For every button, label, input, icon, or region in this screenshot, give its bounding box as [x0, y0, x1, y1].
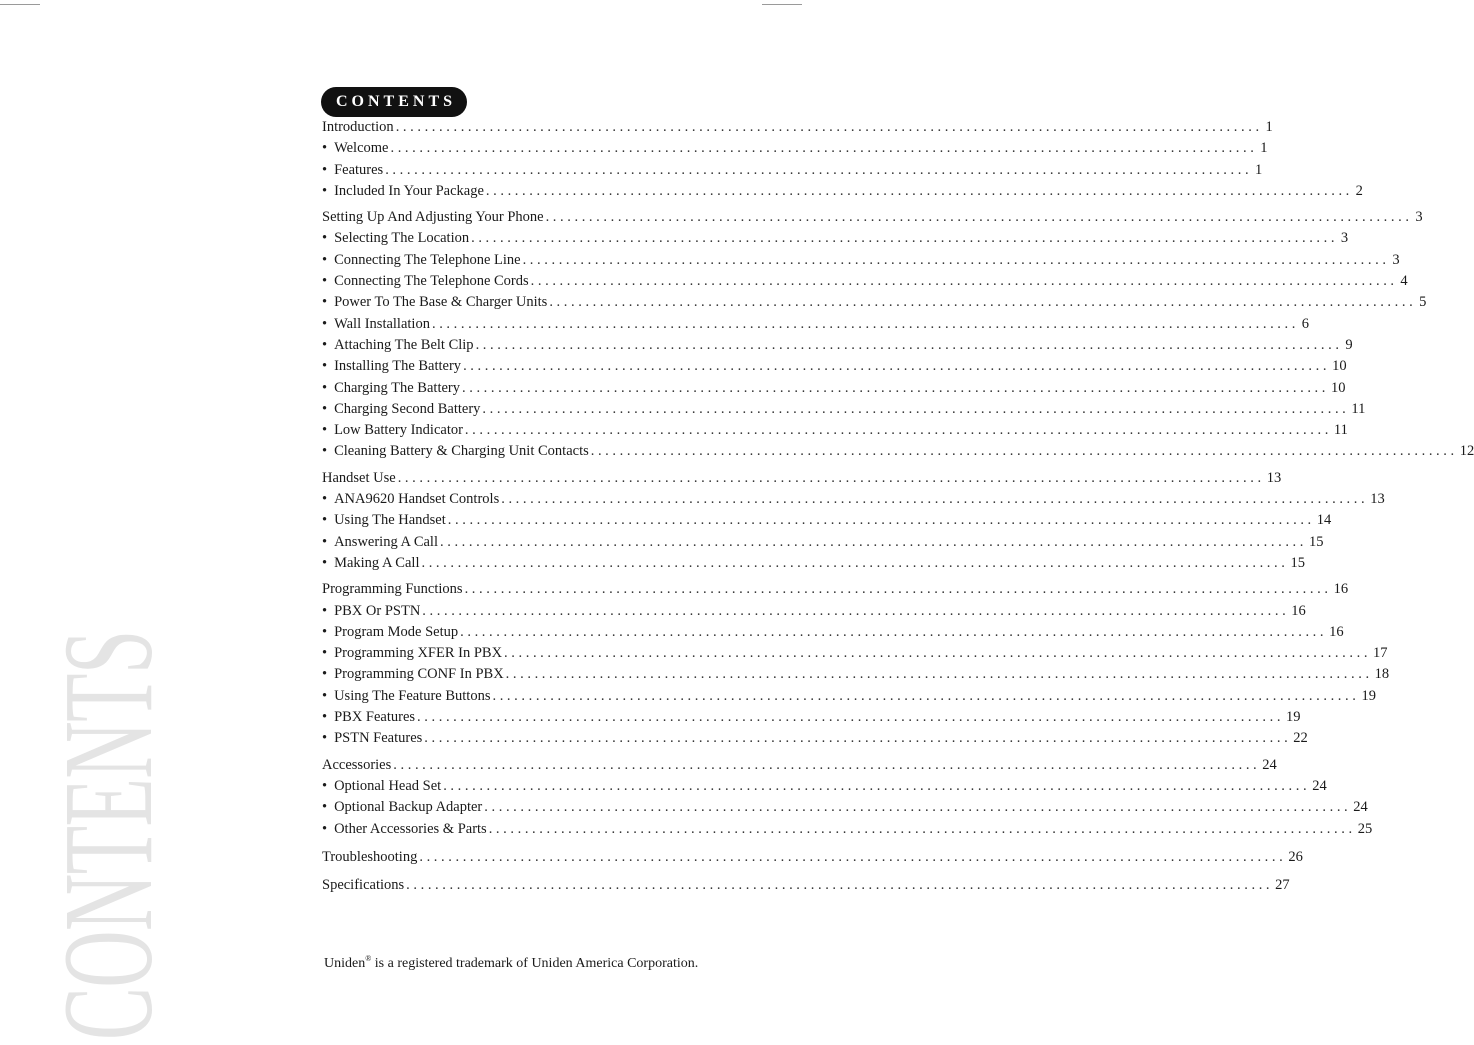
toc-entry-label: • Answering A Call — [322, 532, 438, 553]
toc-page-number: 3 — [1415, 209, 1423, 226]
dot-leader: ........................................................................................................................ — [549, 294, 1417, 311]
dot-leader: ........................................................................................................................ — [484, 799, 1352, 816]
toc-page-number: 11 — [1333, 422, 1348, 439]
toc-subentry[interactable] — [322, 819, 1373, 840]
toc-entry-label: • PBX Features — [322, 707, 415, 728]
toc-entry-label: • Other Accessories & Parts — [322, 819, 487, 840]
toc-section-title[interactable] — [322, 117, 1273, 138]
dot-leader: ........................................................................................................................ — [590, 443, 1458, 460]
toc-page-number: 24 — [1312, 777, 1327, 794]
toc-entry-label: • Using The Feature Buttons — [322, 686, 490, 707]
dot-leader: ........................................................................................................................ — [475, 336, 1343, 353]
toc-subentry[interactable] — [322, 553, 1305, 574]
toc-entry-label: Programming Functions — [322, 581, 463, 598]
toc-page-number: 1 — [1254, 161, 1263, 178]
trademark-footer — [324, 956, 704, 972]
toc-entry-label: • Attaching The Belt Clip — [322, 335, 474, 356]
toc-page-number: 14 — [1316, 512, 1332, 529]
dot-leader: ........................................................................................................................ — [440, 533, 1307, 550]
dot-leader: ........................................................................................................................ — [395, 119, 1263, 135]
toc-entry-label: • Using The Handset — [322, 510, 446, 531]
contents-header — [321, 87, 467, 117]
dot-leader: ........................................................................................................................ — [421, 554, 1289, 571]
toc-section-title[interactable] — [322, 875, 1290, 896]
toc-subentry[interactable] — [322, 160, 1263, 181]
dot-leader: ........................................................................................................................ — [504, 645, 1372, 662]
dot-leader: ........................................................................................................................ — [422, 602, 1290, 619]
toc-entry-label: Handset Use — [322, 469, 396, 486]
toc-subentry[interactable] — [322, 510, 1332, 531]
dot-leader: ........................................................................................................................ — [488, 820, 1356, 837]
dot-leader: ........................................................................................................................ — [505, 666, 1373, 683]
toc-entry-label: • PSTN Features — [322, 728, 422, 749]
dot-leader: ........................................................................................................................ — [482, 400, 1350, 417]
toc-entry-label: • Low Battery Indicator — [322, 420, 463, 441]
toc-subentry[interactable] — [322, 271, 1408, 292]
toc-subentry[interactable] — [322, 181, 1363, 202]
toc-page-number: 5 — [1419, 294, 1427, 311]
dot-leader: ........................................................................................................................ — [424, 730, 1292, 747]
registered-mark: ® — [365, 954, 372, 963]
toc-subentry[interactable] — [322, 622, 1344, 643]
toc-page-number: 13 — [1266, 469, 1282, 486]
toc-entry-label: • Cleaning Battery & Charging Unit Contacts — [322, 441, 589, 462]
toc-entry-label: • Selecting The Location — [322, 228, 469, 249]
toc-subentry[interactable] — [322, 489, 1385, 510]
toc-page-number: 1 — [1265, 119, 1273, 135]
toc-entry-label: Setting Up And Adjusting Your Phone — [322, 209, 544, 226]
dot-leader: ........................................................................................................................ — [460, 623, 1328, 640]
toc-page-number: 9 — [1345, 336, 1353, 353]
toc-page-number: 26 — [1288, 848, 1303, 865]
dot-leader: ........................................................................................................................ — [419, 848, 1287, 865]
toc-entry-label: • Wall Installation — [322, 314, 430, 335]
dot-leader: ........................................................................................................................ — [447, 512, 1315, 529]
toc-entry-label: • Program Mode Setup — [322, 622, 458, 643]
toc-entry-label: • Installing The Battery — [322, 356, 461, 377]
toc-page-number: 19 — [1361, 687, 1376, 704]
toc-subentry[interactable] — [322, 776, 1327, 797]
toc-section-title[interactable] — [322, 468, 1282, 489]
dot-leader: ........................................................................................................................ — [397, 469, 1265, 486]
toc-subentry[interactable] — [322, 420, 1348, 441]
footer-brand: Uniden — [324, 956, 366, 971]
toc-subentry[interactable] — [322, 378, 1346, 399]
toc-entry-label: • Programming CONF In PBX — [322, 664, 504, 685]
toc-section-title[interactable] — [322, 755, 1277, 776]
toc-entry-label: Troubleshooting — [322, 848, 418, 865]
toc-subentry[interactable] — [322, 138, 1268, 159]
toc-subentry[interactable] — [322, 356, 1347, 377]
dot-leader: ........................................................................................................................ — [522, 251, 1390, 268]
toc-page-number: 6 — [1301, 315, 1309, 332]
toc-entry-label: • Making A Call — [322, 553, 419, 574]
dot-leader: ........................................................................................................................ — [431, 315, 1299, 332]
toc-section — [322, 117, 1363, 202]
toc-page-number: 1 — [1260, 140, 1268, 157]
toc-page-number: 12 — [1459, 443, 1474, 460]
toc-section — [322, 579, 1390, 749]
toc-section — [322, 468, 1385, 574]
toc-page-number: 10 — [1332, 358, 1347, 375]
toc-section-title[interactable] — [322, 207, 1423, 228]
dot-leader: ........................................................................................................................ — [471, 230, 1339, 247]
dot-leader: ........................................................................................................................ — [530, 273, 1398, 290]
dot-leader: ........................................................................................................................ — [545, 209, 1413, 226]
dot-leader: ........................................................................................................................ — [443, 777, 1311, 794]
toc-page-number: 3 — [1392, 251, 1400, 268]
toc-page-number: 2 — [1355, 182, 1363, 199]
dot-leader: ........................................................................................................................ — [501, 491, 1369, 508]
toc-page-number: 13 — [1370, 491, 1385, 508]
toc-subentry[interactable] — [322, 250, 1400, 271]
toc-subentry[interactable] — [322, 441, 1474, 462]
contents-watermark: CONTENTS — [37, 630, 179, 1040]
toc-entry-label: • Included In Your Package — [322, 181, 484, 202]
toc-page-number: 16 — [1333, 581, 1349, 598]
toc-subentry[interactable] — [322, 532, 1324, 553]
toc-entry-label: • Connecting The Telephone Cords — [322, 271, 529, 292]
toc-page-number: 24 — [1353, 799, 1368, 816]
crop-mark-right — [762, 4, 802, 5]
toc-section-title[interactable] — [322, 847, 1303, 868]
contents-header-label: CONTENTS — [335, 93, 457, 110]
toc-entry-label: • ANA9620 Handset Controls — [322, 489, 499, 510]
toc-section — [322, 847, 1303, 868]
toc-subentry[interactable] — [322, 228, 1349, 249]
toc-page-number: 24 — [1262, 756, 1277, 773]
toc-section — [322, 755, 1373, 840]
toc-subentry[interactable] — [322, 601, 1306, 622]
toc-page-number: 10 — [1331, 379, 1346, 396]
toc-page-number: 16 — [1291, 602, 1306, 619]
toc-entry-label: • Charging The Battery — [322, 378, 460, 399]
toc-subentry[interactable] — [322, 707, 1301, 728]
dot-leader: ........................................................................................................................ — [390, 140, 1258, 157]
toc-section-title[interactable] — [322, 579, 1349, 600]
toc-subentry[interactable] — [322, 728, 1308, 749]
dot-leader: ........................................................................................................................ — [464, 581, 1332, 598]
toc-subentry[interactable] — [322, 335, 1353, 356]
toc-page-number: 11 — [1351, 400, 1366, 417]
table-of-contents — [322, 117, 1474, 896]
dot-leader: ........................................................................................................................ — [464, 422, 1332, 439]
toc-subentry[interactable] — [322, 314, 1309, 335]
toc-entry-label: • Optional Backup Adapter — [322, 797, 482, 818]
dot-leader: ........................................................................................................................ — [485, 182, 1353, 199]
toc-entry-label: • Connecting The Telephone Line — [322, 250, 521, 271]
toc-subentry[interactable] — [322, 399, 1366, 420]
toc-entry-label: Introduction — [322, 119, 394, 135]
toc-page-number: 19 — [1286, 709, 1301, 726]
toc-entry-label: • Welcome — [322, 138, 388, 159]
footer-text: is a registered trademark of Uniden America Corporation. — [371, 956, 699, 971]
toc-entry-label: • Power To The Base & Charger Units — [322, 292, 547, 313]
toc-page-number: 4 — [1400, 273, 1408, 290]
toc-section — [322, 875, 1290, 896]
toc-subentry[interactable] — [322, 797, 1368, 818]
toc-page-number: 25 — [1357, 820, 1373, 837]
toc-entry-label: • Programming XFER In PBX — [322, 643, 502, 664]
dot-leader: ........................................................................................................................ — [417, 709, 1285, 726]
toc-page-number: 15 — [1290, 554, 1305, 571]
dot-leader: ........................................................................................................................ — [385, 161, 1253, 178]
toc-entry-label: • Charging Second Battery — [322, 399, 480, 420]
dot-leader: ........................................................................................................................ — [463, 358, 1331, 375]
toc-subentry[interactable] — [322, 664, 1390, 685]
toc-page-number: 18 — [1374, 666, 1390, 683]
toc-entry-label: • PBX Or PSTN — [322, 601, 420, 622]
toc-page-number: 3 — [1340, 230, 1349, 247]
toc-section — [322, 207, 1474, 463]
dot-leader: ........................................................................................................................ — [406, 877, 1274, 894]
crop-mark-left — [0, 4, 40, 5]
toc-entry-label: Specifications — [322, 877, 405, 894]
toc-page-number: 27 — [1275, 877, 1290, 894]
dot-leader: ........................................................................................................................ — [462, 379, 1329, 396]
toc-subentry[interactable] — [322, 292, 1427, 313]
toc-page-number: 22 — [1293, 730, 1308, 747]
toc-entry-label: • Features — [322, 160, 383, 181]
toc-page-number: 16 — [1329, 623, 1344, 640]
toc-subentry[interactable] — [322, 686, 1376, 707]
toc-entry-label: Accessories — [322, 756, 392, 773]
dot-leader: ........................................................................................................................ — [492, 687, 1360, 704]
toc-page-number: 17 — [1373, 645, 1388, 662]
toc-entry-label: • Optional Head Set — [322, 776, 441, 797]
dot-leader: ........................................................................................................................ — [393, 756, 1261, 773]
toc-page-number: 15 — [1309, 533, 1324, 550]
toc-subentry[interactable] — [322, 643, 1388, 664]
